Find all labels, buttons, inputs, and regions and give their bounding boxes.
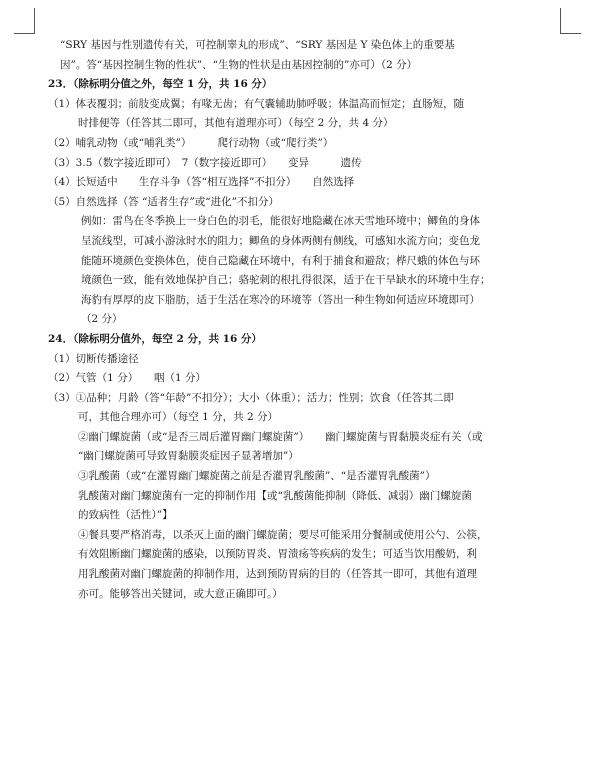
text-line: 有效阻断幽门螺旋菌的感染，以预防胃炎、胃溃疡等疾病的发生；可适当饮用酸奶，利 xyxy=(78,548,477,561)
text-line: （4）长短适中 生存斗争（答“相互选择”不扣分） 自然选择 xyxy=(48,176,355,189)
text-line: （2 分） xyxy=(81,313,123,326)
crop-mark-right-vertical xyxy=(560,8,561,34)
text-line: 因”。答“基因控制生物的性状”、“生物的性状是由基因控制的”亦可）（2 分） xyxy=(60,58,418,71)
answer-key-page xyxy=(48,36,558,604)
text-line: “SRY 基因与性别遗传有关，可控制睾丸的形成”、“SRY 基因是 Y 染色体上的重要基 xyxy=(60,39,455,51)
crop-mark-left-horizontal xyxy=(14,33,34,34)
text-line: 亦可。能够答出关键词，或大意正确即可。） xyxy=(78,587,283,600)
text-line: 能随环境颜色变换体色，使自己隐藏在环境中，有利于捕食和避敌；桦尺蛾的体色与环 xyxy=(81,254,480,267)
question-24-header: 24．（除标明分值外，每空 2 分，共 16 分） xyxy=(48,332,262,345)
text-line: 时排便等（任答其二即可，其他有道理亦可）（每空 2 分，共 4 分） xyxy=(78,117,394,130)
text-line: 呈流线型，可减小游泳时水的阻力；鲫鱼的身体两侧有侧线，可感知水流方向；变色龙 xyxy=(81,234,480,247)
text-line: （2）哺乳动物（或“哺乳类”） 爬行动物（或“爬行类”） xyxy=(48,136,334,149)
text-line: ③乳酸菌（或“在灌胃幽门螺旋菌之前是否灌胃乳酸菌”、“是否灌胃乳酸菌”） xyxy=(78,470,436,483)
question-23-header: 23．（除标明分值之外，每空 1 分，共 16 分） xyxy=(48,78,273,91)
text-line: 乳酸菌对幽门螺旋菌有一定的抑制作用【或“乳酸菌能抑制（降低、减弱）幽门螺旋菌 xyxy=(78,489,472,502)
text-line: 用乳酸菌对幽门螺旋菌的抑制作用，达到预防胃病的目的（任答其一即可，其他有道理 xyxy=(78,568,477,581)
text-line: 例如：雷鸟在冬季换上一身白色的羽毛，能很好地隐藏在冰天雪地环境中；鲫鱼的身体 xyxy=(81,215,480,228)
text-line: 可，其他合理亦可）（每空 1 分，共 2 分） xyxy=(78,411,278,424)
text-line: （2）气管（1 分） 咽（1 分） xyxy=(48,372,206,385)
crop-mark-left-vertical xyxy=(34,8,35,34)
text-line: （3）①品种；月龄（答“年龄”不扣分）；大小（体重）；活力；性别；饮食（任答其二即 xyxy=(48,391,454,404)
text-line: ②幽门螺旋菌（或“是否三周后灌胃幽门螺旋菌”） 幽门螺旋菌与胃黏膜炎症有关（或 xyxy=(78,430,483,443)
text-line: ④餐具要严格消毒，以杀灭上面的幽门螺旋菌；要尽可能采用分餐制或使用公勺、公筷， xyxy=(78,528,488,541)
text-line: 海豹有厚厚的皮下脂肪，适于生活在寒冷的环境等（答出一种生物如何适应环境即可） xyxy=(81,293,480,306)
text-line: 的致病性（活性）”】 xyxy=(78,509,173,522)
crop-mark-right-horizontal xyxy=(561,33,581,34)
text-line: “幽门螺旋菌可导致胃黏膜炎症因子显著增加”） xyxy=(78,450,299,463)
text-line: 境颜色一致，能有效地保护自己；骆驼刺的根扎得很深，适于在干旱缺水的环境中生存； xyxy=(81,274,491,287)
text-line: （3）3.5（数字接近即可） 7（数字接近即可） 变异 遗传 xyxy=(48,156,362,169)
text-line: （1）体表覆羽；前肢变成翼；有喙无齿；有气囊辅助肺呼吸；体温高而恒定；直肠短，随 xyxy=(48,97,465,110)
text-line: （5）自然选择（答 “适者生存”或“进化”不扣分） xyxy=(48,195,279,208)
text-line: （1）切断传播途径 xyxy=(48,352,139,365)
